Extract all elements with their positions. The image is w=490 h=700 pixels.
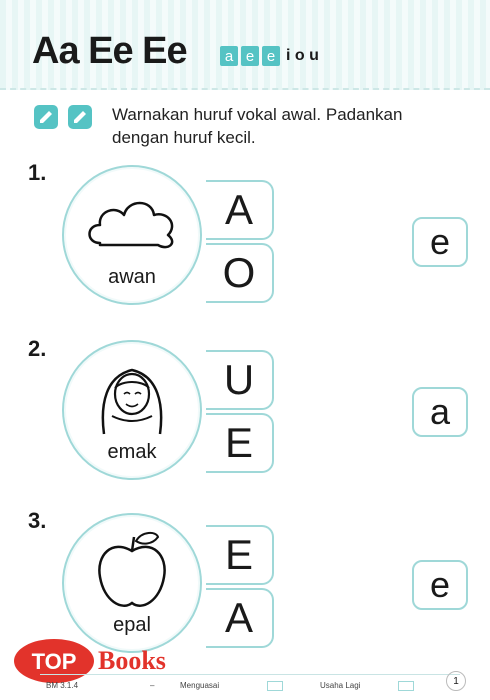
footer-code-cell	[40, 674, 180, 690]
level1-checkbox[interactable]	[267, 681, 283, 691]
picture-circle-2	[62, 340, 202, 480]
footer-level2-cell	[320, 674, 460, 691]
question-number-2: 2.	[28, 336, 47, 361]
pencil-icon	[32, 103, 60, 131]
page-number: 1	[446, 671, 466, 691]
question-number-1: 1.	[28, 160, 47, 185]
vowel-strip	[220, 46, 322, 66]
picture-word-3: epal	[113, 614, 151, 636]
vowel-box-e2: e	[262, 46, 280, 66]
logo-top: TOP	[31, 649, 77, 674]
letter-option-2a[interactable]: U	[206, 350, 274, 410]
letter-option-3a[interactable]: E	[206, 525, 274, 585]
lowercase-box-2[interactable]: a	[412, 387, 468, 437]
vowel-box-e1: e	[241, 46, 259, 66]
letter-option-2b[interactable]: E	[206, 413, 274, 473]
lowercase-box-3[interactable]: e	[412, 560, 468, 610]
level2-checkbox[interactable]	[398, 681, 414, 691]
woman-hijab-icon	[82, 350, 182, 438]
footer-level1: Menguasai	[180, 681, 220, 690]
vowel-box-a: a	[220, 46, 238, 66]
letter-option-3b[interactable]: A	[206, 588, 274, 648]
cloud-icon	[82, 181, 182, 261]
apple-icon	[82, 525, 182, 613]
footer-sep: –	[150, 681, 155, 690]
footer-code: BM 3.1.4	[46, 681, 79, 690]
page-title: Aa Ee Ee	[32, 30, 187, 72]
lowercase-box-1[interactable]: e	[412, 217, 468, 267]
picture-word-1: awan	[108, 266, 156, 288]
footer	[40, 672, 460, 692]
question-number-3: 3.	[28, 508, 47, 533]
picture-word-2: emak	[107, 441, 157, 463]
footer-level2: Usaha Lagi	[320, 681, 361, 690]
instruction-text: Warnakan huruf vokal awal. Padankan dengan huruf kecil.	[112, 105, 403, 147]
letter-option-1b[interactable]: O	[206, 243, 274, 303]
picture-circle-3	[62, 513, 202, 653]
instruction-icons	[32, 103, 94, 131]
logo-books: Books	[98, 646, 166, 675]
footer-level1-cell	[180, 674, 320, 691]
letter-option-1a[interactable]: A	[206, 180, 274, 240]
pencil-match-icon	[66, 103, 94, 131]
vowels-plain: i o u	[286, 47, 319, 64]
picture-circle-1	[62, 165, 202, 305]
page-header	[0, 0, 490, 90]
